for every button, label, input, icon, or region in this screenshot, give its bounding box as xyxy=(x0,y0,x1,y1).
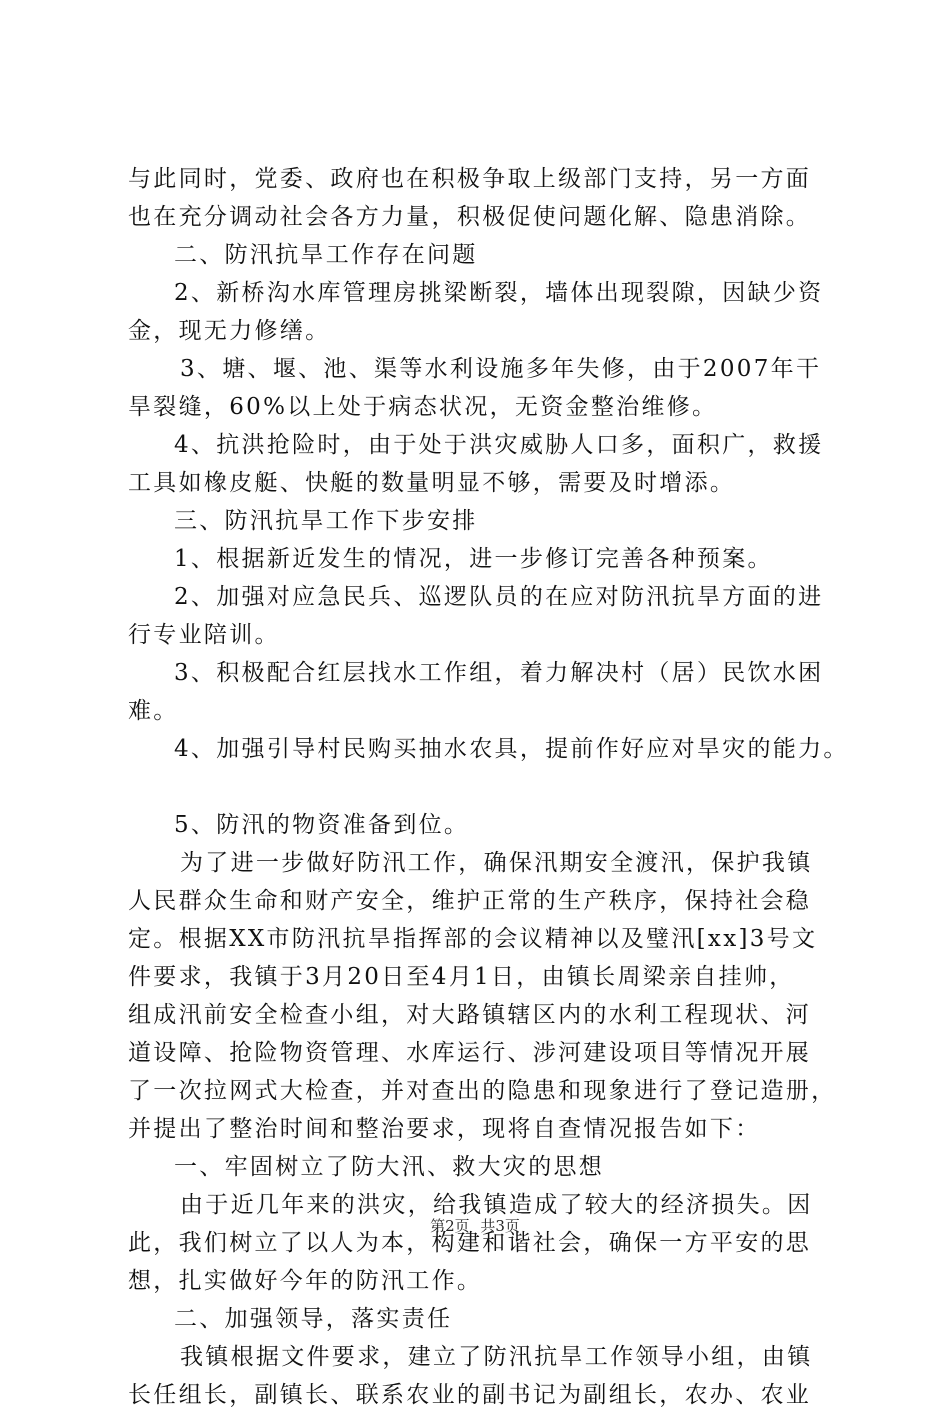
section-heading: 二、防汛抗旱工作存在问题 xyxy=(174,242,478,268)
text-line: 定。根据XX市防汛抗旱指挥部的会议精神以及璧汛[xx]3号文 xyxy=(128,926,818,952)
text-line: 件要求，我镇于3月20日至4月1日，由镇长周梁亲自挂帅， xyxy=(128,964,795,990)
text-line: 人民群众生命和财产安全，维护正常的生产秩序，保持社会稳 xyxy=(128,888,812,914)
text-line: 4、加强引导村民购买抽水农具，提前作好应对旱灾的能力。 xyxy=(174,736,849,762)
section-heading: 三、防汛抗旱工作下步安排 xyxy=(174,508,478,534)
paragraph-gap xyxy=(128,768,828,806)
text-line: 我镇根据文件要求，建立了防汛抗旱工作领导小组，由镇 xyxy=(180,1344,813,1370)
text-line: 难。 xyxy=(128,698,179,724)
text-line: 由于近几年来的洪灾，给我镇造成了较大的经济损失。因 xyxy=(180,1192,813,1218)
page-footer xyxy=(0,1216,950,1236)
text-line: 行专业陪训。 xyxy=(128,622,280,648)
text-line: 金，现无力修缮。 xyxy=(128,318,331,344)
text-line: 2、新桥沟水库管理房挑梁断裂，墙体出现裂隙，因缺少资 xyxy=(174,280,824,306)
text-line: 5、防汛的物资准备到位。 xyxy=(174,812,470,838)
text-line: 2、加强对应急民兵、巡逻队员的在应对防汛抗旱方面的进 xyxy=(174,584,824,610)
text-line: 长任组长，副镇长、联系农业的副书记为副组长，农办、农业 xyxy=(128,1382,812,1408)
text-line: 了一次拉网式大检查，并对查出的隐患和现象进行了登记造册， xyxy=(128,1078,837,1104)
text-line: 3、积极配合红层找水工作组，着力解决村（居）民饮水困 xyxy=(174,660,824,686)
text-line: 也在充分调动社会各方力量，积极促使问题化解、隐患消除。 xyxy=(128,204,812,230)
text-line: 4、抗洪抢险时，由于处于洪灾威胁人口多，面积广，救援 xyxy=(174,432,824,458)
text-line: 1、根据新近发生的情况，进一步修订完善各种预案。 xyxy=(174,546,773,572)
text-line: 并提出了整治时间和整治要求，现将自查情况报告如下： xyxy=(128,1116,761,1142)
text-line: 3、塘、堰、池、渠等水利设施多年失修，由于2007年干 xyxy=(180,356,822,382)
page-total: 共3页 xyxy=(480,1217,520,1235)
text-line: 为了进一步做好防汛工作，确保汛期安全渡汛，保护我镇 xyxy=(180,850,813,876)
text-line: 组成汛前安全检查小组，对大路镇辖区内的水利工程现状、河 xyxy=(128,1002,812,1028)
text-line: 想，扎实做好今年的防汛工作。 xyxy=(128,1268,483,1294)
text-line: 旱裂缝，60%以上处于病态状况，无资金整治维修。 xyxy=(128,394,718,420)
text-line: 此，我们树立了以人为本，构建和谐社会，确保一方平安的思 xyxy=(128,1230,812,1256)
section-heading: 二、加强领导，落实责任 xyxy=(174,1306,453,1332)
text-line: 工具如橡皮艇、快艇的数量明显不够，需要及时增添。 xyxy=(128,470,736,496)
text-line: 道设障、抢险物资管理、水库运行、涉河建设项目等情况开展 xyxy=(128,1040,812,1066)
page-number: 第2页 xyxy=(430,1217,470,1235)
text-line: 与此同时，党委、政府也在积极争取上级部门支持，另一方面 xyxy=(128,166,812,192)
section-heading: 一、牢固树立了防大汛、救大灾的思想 xyxy=(174,1154,605,1180)
